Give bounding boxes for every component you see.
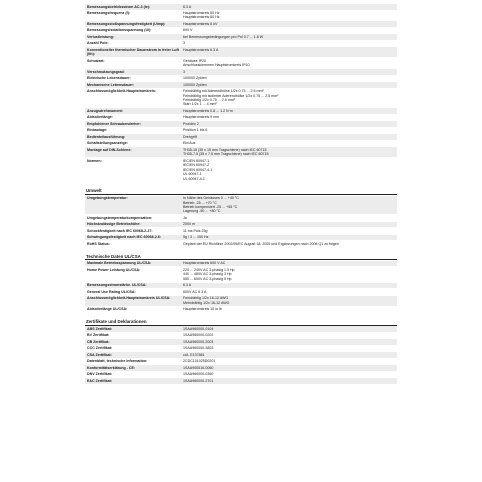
- spec-row: [85, 47, 397, 58]
- spec-label: Schwingungsfestigkeit nach IEC 60068-2-6:: [85, 234, 181, 241]
- spec-label: Schockfestigkeit nach IEC 60068-2-27:: [85, 228, 181, 235]
- spec-value-line: 5g / 3 ... 150 Hz: [183, 235, 209, 240]
- spec-value: [181, 158, 397, 182]
- spec-label: Schutzart:: [85, 58, 181, 69]
- spec-value-line: TH35-7.5 (35 x 7.5 mm Tragschiene) nach IEC 60715: [183, 152, 269, 157]
- spec-value-line: 2000 m: [183, 222, 195, 227]
- spec-row: [85, 158, 397, 182]
- spec-value-line: bei Bemessungsbedingungen pro Pol 0.7 ... 1.8 W: [183, 34, 264, 39]
- spec-label: Maximale Betriebsspannung UL/CSA:: [85, 261, 181, 267]
- spec-label: Mechanische Lebensdauer:: [85, 82, 181, 89]
- spec-label: Verschmutzungsgrad:: [85, 69, 181, 76]
- spec-value-line: 1SAA900516-0060: [183, 365, 214, 370]
- spec-value-line: Anschlussklemmen Hauptstromkreis IP10: [183, 63, 250, 68]
- datasheet-section: [85, 319, 482, 385]
- spec-value: [181, 147, 397, 158]
- spec-value-line: Ein/Aus: [183, 141, 196, 146]
- spec-label: ABS Zertifikat:: [85, 326, 181, 332]
- spec-row: [85, 295, 397, 306]
- spec-value-line: Betrieb -25 ... +70 °C: [183, 200, 217, 205]
- spec-label: Abisolierlänge UL/CSA:: [85, 306, 181, 313]
- spec-value-line: 2CDC101025D0201: [183, 359, 216, 364]
- spec-label: DNV Zertifikat:: [85, 371, 181, 378]
- spec-row: [85, 88, 397, 108]
- spec-value-line: 600V AC 6.3 A: [183, 289, 207, 294]
- spec-value-line: Drehgriff: [183, 134, 197, 139]
- spec-value-line: IEC/EN 60947-4-1: [183, 167, 213, 172]
- spec-row: [85, 196, 397, 215]
- spec-value-line: Hauptstromkreis 50 Hz: [183, 11, 220, 16]
- spec-label: Normen:: [85, 158, 181, 182]
- spec-value: [181, 196, 397, 215]
- spec-value-line: 100000 Zyklen: [183, 76, 207, 81]
- spec-value-line: 1SAA960000-2003: [183, 339, 214, 344]
- spec-label: CSA Zertifikat:: [85, 352, 181, 359]
- spec-value-line: 100000 Zyklen: [183, 82, 207, 87]
- spec-value-line: 1SAA960000-2701: [183, 378, 214, 383]
- spec-value: [181, 306, 397, 313]
- spec-value-line: Hauptstromkreis 0.8 ... 1.2 N·m: [183, 108, 233, 113]
- spec-label: General Use Rating UL/CSA:: [85, 289, 181, 296]
- spec-value-line: 1SAA960000-3803: [183, 346, 214, 351]
- spec-label: Empfohlener Schraubendreher:: [85, 121, 181, 128]
- spec-label: Konventioneller thermischer Dauerstrom in freier Luft (Ith):: [85, 47, 181, 58]
- spec-value: [181, 47, 397, 58]
- spec-value: [181, 58, 397, 69]
- spec-value-line: 1SAA960000-0202: [183, 333, 214, 338]
- spec-value-line: Hauptstromkreis 6.3 A: [183, 47, 219, 52]
- spec-row: [85, 378, 397, 385]
- spec-table: [85, 326, 397, 385]
- spec-label: CB Zertifikat:: [85, 339, 181, 346]
- spec-label: CCC Zertifikat:: [85, 345, 181, 352]
- spec-value: [181, 88, 397, 108]
- spec-value-line: 11 ms Puls 25g: [183, 228, 208, 233]
- spec-value-line: 440 ... 480V AC 3-phasig 3 Hp: [183, 272, 232, 277]
- spec-value-line: Hauptstromkreis 10 in lb: [183, 307, 222, 312]
- spec-label: Schaltstellungsanzeige:: [85, 140, 181, 147]
- spec-label: Anschlussmöglichkeit-Hauptstromkreis UL/CSA:: [85, 295, 181, 306]
- spec-label: Home Power Leistung UL/CSA:: [85, 267, 181, 282]
- section-title: Umwelt: [85, 188, 397, 195]
- spec-row: [85, 306, 397, 313]
- spec-value-line: UL 60947-4-1: [183, 176, 205, 181]
- spec-value-line: 550 ... 600V AC 3-phasig 5 Hp: [183, 276, 232, 281]
- spec-row: [85, 147, 397, 158]
- datasheet-section: [85, 254, 482, 313]
- spec-label: Elektrische Lebensdauer:: [85, 75, 181, 82]
- spec-label: RoHS Status:: [85, 241, 181, 248]
- spec-value-line: Gehäuse IP20: [183, 58, 206, 63]
- spec-value-line: Feindrähtig mit isolierter Aderendhülse 1/2x 0.75 ... 2.5 mm²: [183, 93, 279, 98]
- spec-label: Umgebungstemperatur:: [85, 196, 181, 215]
- spec-label: Umgebungstemperaturkompensation:: [85, 215, 181, 222]
- spec-value-line: Hauptstromkreis 6 kV: [183, 21, 218, 26]
- spec-label: Anschlussmöglichkeit-Hauptstromkreis:: [85, 88, 181, 108]
- spec-value-line: Mehrdrähtig 1/2x 16-12 AWG: [183, 300, 230, 305]
- spec-value-line: Pozidriv 2: [183, 121, 199, 126]
- spec-value: [181, 10, 397, 21]
- spec-label: Bemessungsstoßspannungsfestigkeit (Uimp):: [85, 21, 181, 28]
- spec-value-line: Position 1 bis 6: [183, 128, 208, 133]
- spec-label: Datenblatt, technische Information:: [85, 358, 181, 365]
- spec-label: Bemessungsfrequenz (f):: [85, 10, 181, 21]
- spec-value-line: Starr 1/2x 1 ... 4 mm²: [183, 102, 217, 107]
- spec-label: BV Zertifikat:: [85, 332, 181, 339]
- spec-value-line: TH35-15 (35 x 15 mm Tragschiene) nach IEC 60715: [183, 147, 267, 152]
- spec-value-line: cUL E137861: [183, 352, 205, 357]
- spec-value-line: 3: [183, 41, 185, 46]
- spec-value-line: Betrieb kompensiert -25 ... +55 °C: [183, 204, 238, 209]
- spec-label: Montage auf DIN-Schiene:: [85, 147, 181, 158]
- spec-label: Bemessungsisolationsspannung (Ui):: [85, 27, 181, 34]
- spec-row: [85, 58, 397, 69]
- spec-label: Bemessungsstromstärke. UL/CSA:: [85, 282, 181, 289]
- spec-value-line: IEC/EN 60947-2: [183, 163, 210, 168]
- spec-value-line: 1SAA960000-0360: [183, 372, 214, 377]
- spec-label: EAC Zertifikat:: [85, 378, 181, 385]
- spec-label: Anzahl Pole:: [85, 40, 181, 47]
- spec-value-line: UL 60947-1: [183, 172, 202, 177]
- spec-value-line: 3: [183, 69, 185, 74]
- spec-label: Bemessungsbetriebsstrom AC-3 (Ie):: [85, 4, 181, 10]
- spec-table: [85, 196, 397, 248]
- spec-value-line: Hauptstromkreis 60 Hz: [183, 15, 220, 20]
- spec-value: [181, 241, 397, 248]
- spec-value-line: Hauptstromkreis 600 V AC: [183, 261, 226, 266]
- spec-value-line: 220 ... 240V AC 3-phasig 1.5 Hp: [183, 267, 235, 272]
- datasheet-section: [85, 4, 482, 182]
- spec-row: [85, 10, 397, 21]
- spec-label: Einbaulage:: [85, 127, 181, 134]
- section-title: Zertifikate und Deklarationen: [85, 319, 397, 326]
- spec-value-line: 6.3 A: [183, 283, 192, 288]
- spec-value-line: Lagerung -50 ... +80 °C: [183, 209, 221, 214]
- spec-value-line: Geplant der EU Richtlinie 2002/95/EC August 18, 2005 und Ergänzungen nach 2008 Q1 zu folgen: [183, 241, 339, 246]
- spec-value-line: Feindrähtig 1/2x 0.75 ... 2.5 mm²: [183, 98, 235, 103]
- spec-label: Konformitätserklärung - CE:: [85, 365, 181, 372]
- spec-value: [181, 378, 397, 385]
- spec-value-line: Feindrähtig 1/2x 16-12 AWG: [183, 296, 229, 301]
- spec-value: [181, 295, 397, 306]
- spec-value-line: Hauptstromkreis 9 mm: [183, 115, 220, 120]
- datasheet-section: [85, 188, 482, 247]
- spec-label: Anzugsdrehmoment:: [85, 108, 181, 115]
- spec-value-line: 6.3 A: [183, 4, 192, 9]
- spec-row: [85, 241, 397, 248]
- spec-row: [85, 267, 397, 282]
- spec-value: [181, 267, 397, 282]
- spec-value-line: Ja: [183, 215, 187, 220]
- section-title: Technische Daten UL/CSA: [85, 254, 397, 261]
- spec-value-line: IEC/EN 60947-1: [183, 158, 210, 163]
- spec-label: Abisolierlänge:: [85, 114, 181, 121]
- spec-label: Höchstzulässige Betriebshöhe:: [85, 221, 181, 228]
- spec-label: Bedienteilausführung:: [85, 134, 181, 141]
- spec-label: Verlustleistung:: [85, 34, 181, 41]
- spec-table: [85, 261, 397, 313]
- spec-table: [85, 4, 397, 182]
- spec-value-line: In Nähe des Gehäuses 0 ... +40 °C: [183, 196, 239, 201]
- spec-value-line: 690 V: [183, 28, 193, 33]
- spec-value-line: Feindrähtig mit Aderendhülse 1/2x 0.75 ... 2.5 mm²: [183, 89, 264, 94]
- spec-value-line: 1SAA960000-0104: [183, 326, 214, 331]
